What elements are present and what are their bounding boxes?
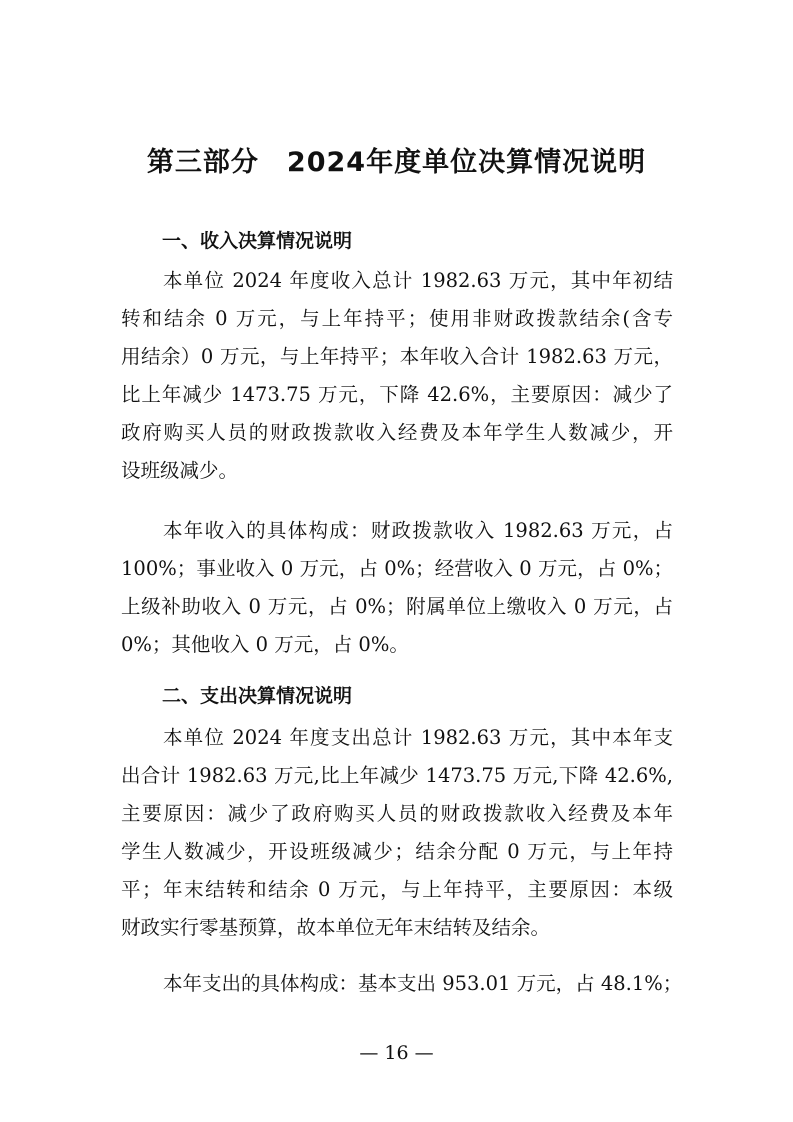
text-line: 上级补助收入 0 万元，占 0%；附属单位上缴收入 0 万元，占 bbox=[121, 595, 673, 618]
expenditure-paragraph-1 bbox=[121, 719, 673, 947]
text-line: 主要原因：减少了政府购买人员的财政拨款收入经费及本年 bbox=[121, 802, 673, 825]
text-line: 政府购买人员的财政拨款收入经费及本年学生人数减少，开 bbox=[121, 421, 673, 444]
text-line: 出合计 1982.63 万元,比上年减少 1473.75 万元,下降 42.6%, bbox=[121, 764, 673, 787]
text-line: 100%；事业收入 0 万元，占 0%；经营收入 0 万元，占 0%； bbox=[121, 557, 673, 580]
text-line: 财政实行零基预算，故本单位无年末结转及结余。 bbox=[121, 916, 551, 939]
section-heading-income: 一、收入决算情况说明 bbox=[162, 230, 353, 252]
text-line: 学生人数减少，开设班级减少；结余分配 0 万元，与上年持 bbox=[121, 840, 673, 863]
income-paragraph-1 bbox=[121, 262, 673, 490]
text-line: 平；年末结转和结余 0 万元，与上年持平，主要原因：本级 bbox=[121, 878, 673, 901]
text-line: 用结余）0 万元，与上年持平；本年收入合计 1982.63 万元， bbox=[121, 345, 673, 368]
page-number: — 16 — bbox=[359, 1042, 434, 1064]
section-heading-expenditure: 二、支出决算情况说明 bbox=[162, 685, 353, 707]
text-line: 设班级减少。 bbox=[121, 459, 239, 482]
text-line: 本单位 2024 年度收入总计 1982.63 万元，其中年初结 bbox=[163, 269, 673, 292]
text-line: 本单位 2024 年度支出总计 1982.63 万元，其中本年支 bbox=[163, 726, 673, 749]
expenditure-paragraph-2 bbox=[121, 965, 683, 1003]
text-line: 本年收入的具体构成：财政拨款收入 1982.63 万元，占 bbox=[163, 519, 673, 542]
page-title: 第三部分 2024年度单位决算情况说明 bbox=[146, 147, 647, 178]
text-line: 转和结余 0 万元，与上年持平；使用非财政拨款结余(含专 bbox=[121, 307, 673, 330]
income-paragraph-2 bbox=[121, 512, 673, 664]
text-line: 本年支出的具体构成：基本支出 953.01 万元，占 48.1%； bbox=[163, 972, 683, 995]
text-line: 比上年减少 1473.75 万元，下降 42.6%，主要原因：减少了 bbox=[121, 383, 673, 406]
text-line: 0%；其他收入 0 万元，占 0%。 bbox=[121, 633, 409, 656]
